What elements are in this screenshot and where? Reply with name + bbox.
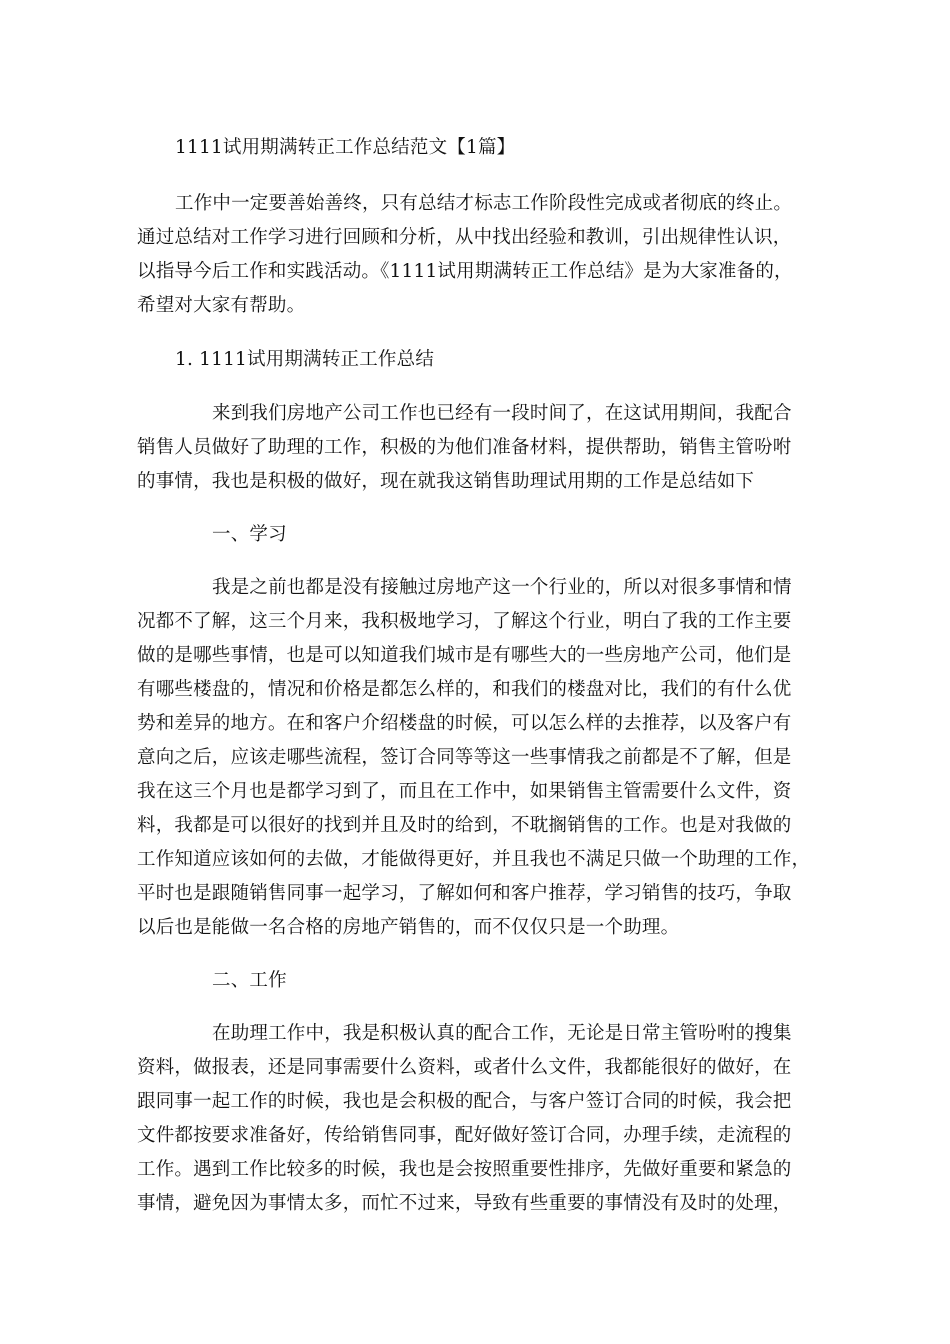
work-line: 文件都按要求准备好，传给销售同事，配好做好签订合同，办理手续，走流程的 xyxy=(137,1125,792,1146)
work-line: 事情，避免因为事情太多，而忙不过来，导致有些重要的事情没有及时的处理， xyxy=(137,1193,792,1214)
heading-study: 一、学习 xyxy=(212,524,287,545)
study-line: 有哪些楼盘的，情况和价格是都怎么样的，和我们的楼盘对比，我们的有什么优 xyxy=(137,679,792,700)
study-line: 平时也是跟随销售同事一起学习，了解如何和客户推荐，学习销售的技巧，争取 xyxy=(137,883,792,904)
work-line: 工作。遇到工作比较多的时候，我也是会按照重要性排序，先做好重要和紧急的 xyxy=(137,1159,792,1180)
work-line: 在助理工作中，我是积极认真的配合工作，无论是日常主管吩咐的搜集 xyxy=(212,1023,792,1044)
study-line: 我在这三个月也是都学习到了，而且在工作中，如果销售主管需要什么文件，资 xyxy=(137,781,792,802)
study-line: 料，我都是可以很好的找到并且及时的给到，不耽搁销售的工作。也是对我做的 xyxy=(137,815,792,836)
study-line: 意向之后，应该走哪些流程，签订合同等等这一些事情我之前都是不了解，但是 xyxy=(137,747,792,768)
intro-line: 希望对大家有帮助。 xyxy=(137,295,306,316)
intro-line: 通过总结对工作学习进行回顾和分析，从中找出经验和教训，引出规律性认识， xyxy=(137,227,792,248)
opening-line: 的事情，我也是积极的做好，现在就我这销售助理试用期的工作是总结如下 xyxy=(137,471,755,492)
study-line: 况都不了解，这三个月来，我积极地学习，了解这个行业，明白了我的工作主要 xyxy=(137,611,792,632)
document-title: 1111试用期满转正工作总结范文【1篇】 xyxy=(175,137,516,158)
intro-line: 工作中一定要善始善终，只有总结才标志工作阶段性完成或者彻底的终止。 xyxy=(175,193,793,214)
section-title: 1. 1111试用期满转正工作总结 xyxy=(175,349,435,370)
intro-line: 以指导今后工作和实践活动。《1111试用期满转正工作总结》是为大家准备的， xyxy=(137,261,793,282)
heading-work: 二、工作 xyxy=(212,970,287,991)
study-line: 以后也是能做一名合格的房地产销售的，而不仅仅只是一个助理。 xyxy=(137,917,680,938)
study-line: 工作知道应该如何的去做，才能做得更好，并且我也不满足只做一个助理的工作， xyxy=(137,849,811,870)
opening-line: 销售人员做好了助理的工作，积极的为他们准备材料，提供帮助，销售主管吩咐 xyxy=(137,437,792,458)
work-line: 跟同事一起工作的时候，我也是会积极的配合，与客户签订合同的时候，我会把 xyxy=(137,1091,792,1112)
opening-line: 来到我们房地产公司工作也已经有一段时间了，在这试用期间，我配合 xyxy=(212,403,792,424)
study-line: 我是之前也都是没有接触过房地产这一个行业的，所以对很多事情和情 xyxy=(212,577,792,598)
study-line: 势和差异的地方。在和客户介绍楼盘的时候，可以怎么样的去推荐，以及客户有 xyxy=(137,713,792,734)
work-line: 资料，做报表，还是同事需要什么资料，或者什么文件，我都能很好的做好，在 xyxy=(137,1057,792,1078)
study-line: 做的是哪些事情，也是可以知道我们城市是有哪些大的一些房地产公司，他们是 xyxy=(137,645,792,666)
